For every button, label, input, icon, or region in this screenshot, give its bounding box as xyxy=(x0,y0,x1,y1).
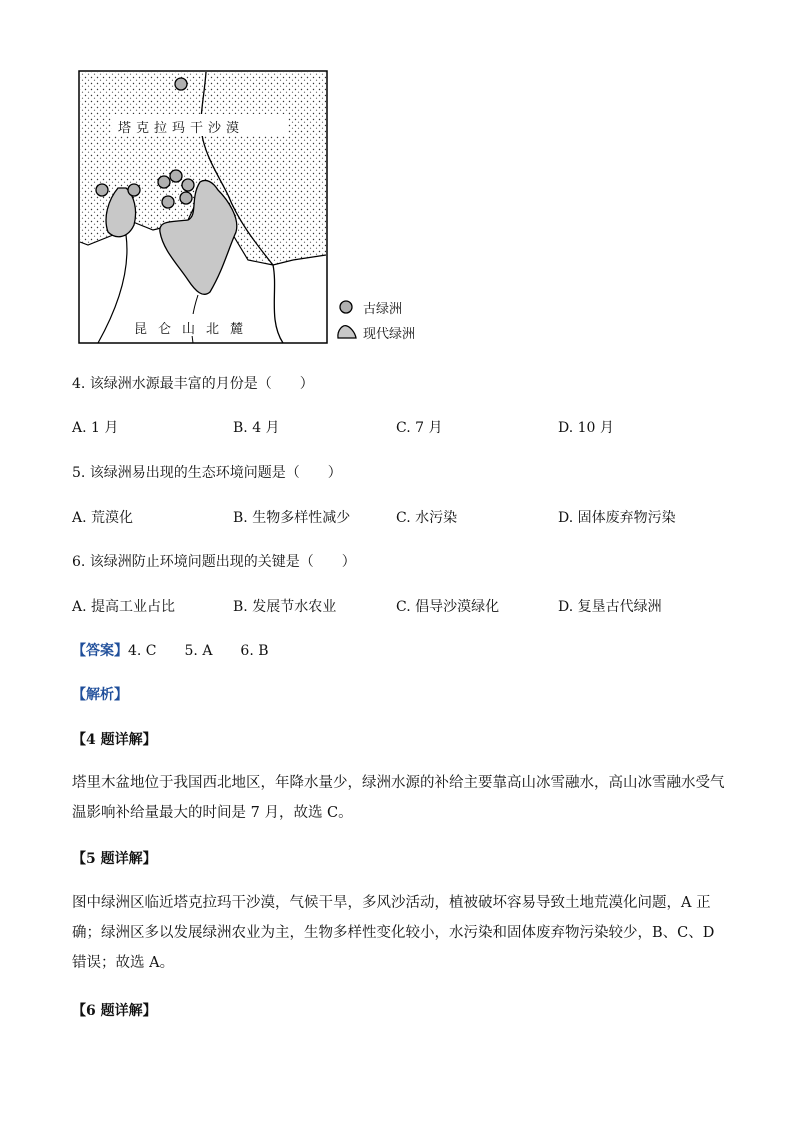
legend-ancient-label: 古绿洲 xyxy=(363,302,403,317)
ancient-oasis-4 xyxy=(158,176,170,188)
detail-5-title: 【5 题详解】 xyxy=(72,851,157,867)
mountain-label: 昆仑山北麓 xyxy=(134,322,255,337)
legend-symbols xyxy=(335,296,357,342)
detail-4-title: 【4 题详解】 xyxy=(72,732,157,748)
river-west xyxy=(98,235,127,343)
question-4-option-c[interactable]: C. 7 月 xyxy=(396,420,443,436)
ancient-oasis-5 xyxy=(170,170,182,182)
answer-text: 4. C 5. A 6. B xyxy=(128,643,269,659)
ancient-oasis-7 xyxy=(162,196,174,208)
legend-modern-icon xyxy=(338,326,356,338)
question-6-option-c[interactable]: C. 倡导沙漠绿化 xyxy=(396,599,500,615)
detail-4-body: 塔里木盆地位于我国西北地区，年降水量少，绿洲水源的补给主要靠高山冰雪融水，高山冰雪融水受气温影响补给量最大的时间是 7 月，故选 C。 xyxy=(72,775,725,821)
legend-modern-label: 现代绿洲 xyxy=(363,327,416,342)
map-figure xyxy=(78,70,328,344)
question-6-stem: 6. 该绿洲防止环境问题出现的关键是（ ） xyxy=(72,554,356,570)
question-5-stem: 5. 该绿洲易出现的生态环境问题是（ ） xyxy=(72,465,342,481)
detail-5-body: 图中绿洲区临近塔克拉玛干沙漠，气候干旱，多风沙活动，植被破坏容易导致土地荒漠化问题，A 正确；绿洲区多以发展绿洲农业为主，生物多样性变化较小，水污染和固体废弃物污染较少，B、C、D 错误；故选 A。 xyxy=(72,895,715,971)
question-4-stem: 4. 该绿洲水源最丰富的月份是（ ） xyxy=(72,376,314,392)
question-4-option-b[interactable]: B. 4 月 xyxy=(233,420,280,436)
map-svg xyxy=(78,70,328,344)
question-4-option-d[interactable]: D. 10 月 xyxy=(558,420,614,436)
question-6-option-b[interactable]: B. 发展节水农业 xyxy=(233,599,337,615)
question-6-option-a[interactable]: A. 提高工业占比 xyxy=(72,599,176,615)
legend-ancient-icon xyxy=(340,301,352,313)
question-5-option-c[interactable]: C. 水污染 xyxy=(396,510,458,526)
answer-tag: 【答案】 xyxy=(72,643,128,659)
ancient-oasis-8 xyxy=(180,192,192,204)
question-5-option-d[interactable]: D. 固体废弃物污染 xyxy=(558,510,676,526)
answer-line xyxy=(72,640,269,660)
desert-label: 塔克拉玛干沙漠 xyxy=(118,121,245,136)
detail-6-title: 【6 题详解】 xyxy=(72,1003,157,1019)
question-6-option-d[interactable]: D. 复垦古代绿洲 xyxy=(558,599,662,615)
question-5-option-b[interactable]: B. 生物多样性减少 xyxy=(233,510,351,526)
ancient-oasis-3 xyxy=(128,184,140,196)
ancient-oasis-2 xyxy=(96,184,108,196)
question-5-option-a[interactable]: A. 荒漠化 xyxy=(72,510,134,526)
ancient-oasis-6 xyxy=(182,179,194,191)
ancient-oasis-1 xyxy=(175,78,187,90)
question-4-option-a[interactable]: A. 1 月 xyxy=(72,420,119,436)
analysis-tag: 【解析】 xyxy=(72,687,128,703)
